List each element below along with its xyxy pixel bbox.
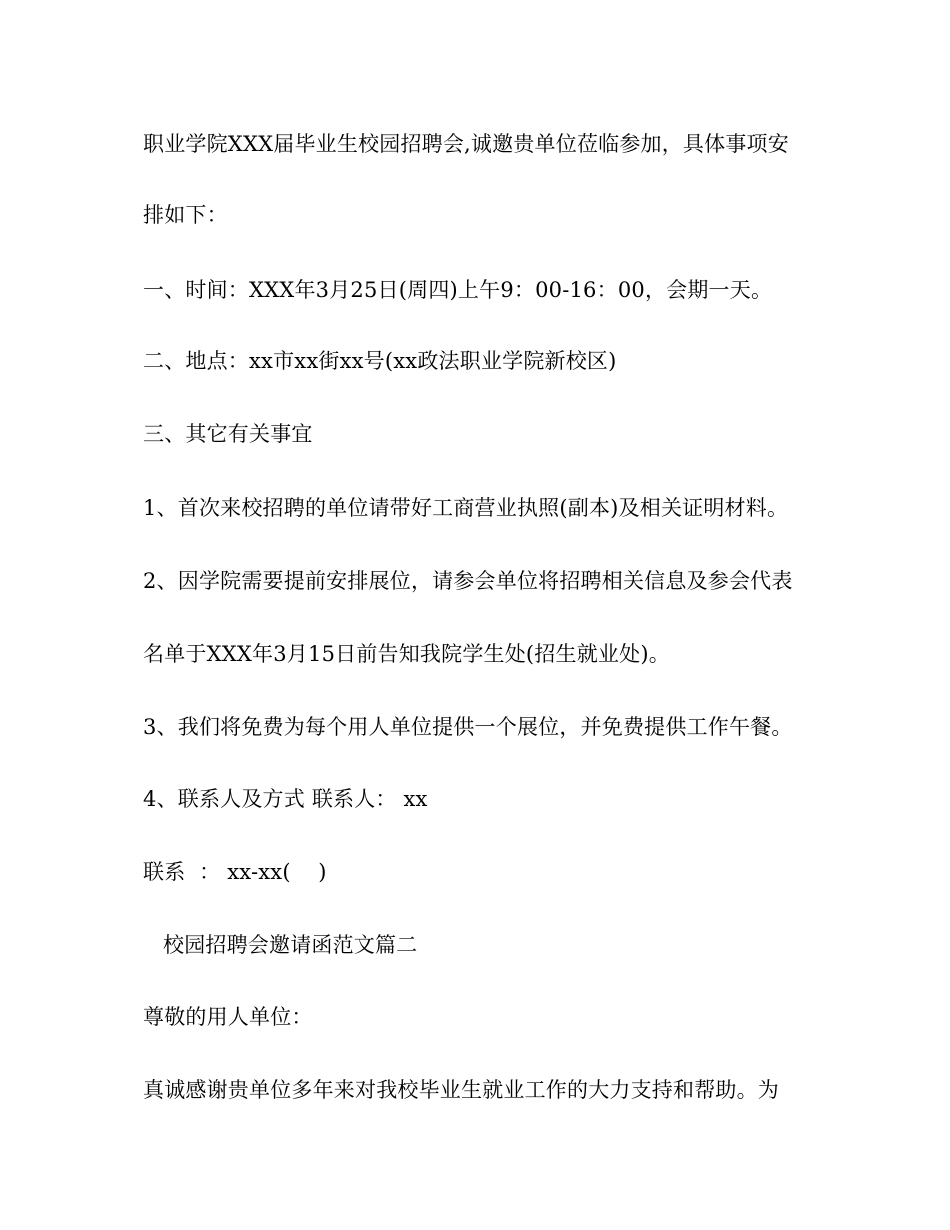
item-location: 二、地点：xx市xx街xx号(xx政法职业学院新校区): [143, 349, 617, 373]
body-paragraph: 真诚感谢贵单位多年来对我校毕业生就业工作的大力支持和帮助。为: [143, 1078, 779, 1102]
item-other-matters: 三、其它有关事宜: [143, 422, 313, 446]
subitem-3: 3、我们将免费为每个用人单位提供一个展位，并免费提供工作午餐。: [143, 715, 793, 739]
contact-phone: 联系 ： xx-xx( ): [143, 860, 327, 884]
section-heading: 校园招聘会邀请函范文篇二: [163, 933, 418, 957]
paragraph-line-intro: 职业学院XXX届毕业生校园招聘会,诚邀贵单位莅临参加，具体事项安: [143, 132, 789, 156]
subitem-4-contact: 4、联系人及方式 联系人： xx: [143, 787, 428, 811]
subitem-1: 1、首次来校招聘的单位请带好工商营业执照(副本)及相关证明材料。: [143, 496, 789, 520]
subitem-2-cont: 名单于XXX年3月15日前告知我院学生处(招生就业处)。: [143, 642, 670, 666]
paragraph-line-intro-cont: 排如下：: [143, 203, 228, 227]
item-time: 一、时间：XXX年3月25日(周四)上午9：00-16：00，会期一天。: [143, 278, 773, 302]
subitem-2: 2、因学院需要提前安排展位，请参会单位将招聘相关信息及参会代表: [143, 569, 793, 593]
salutation: 尊敬的用人单位：: [143, 1005, 313, 1029]
